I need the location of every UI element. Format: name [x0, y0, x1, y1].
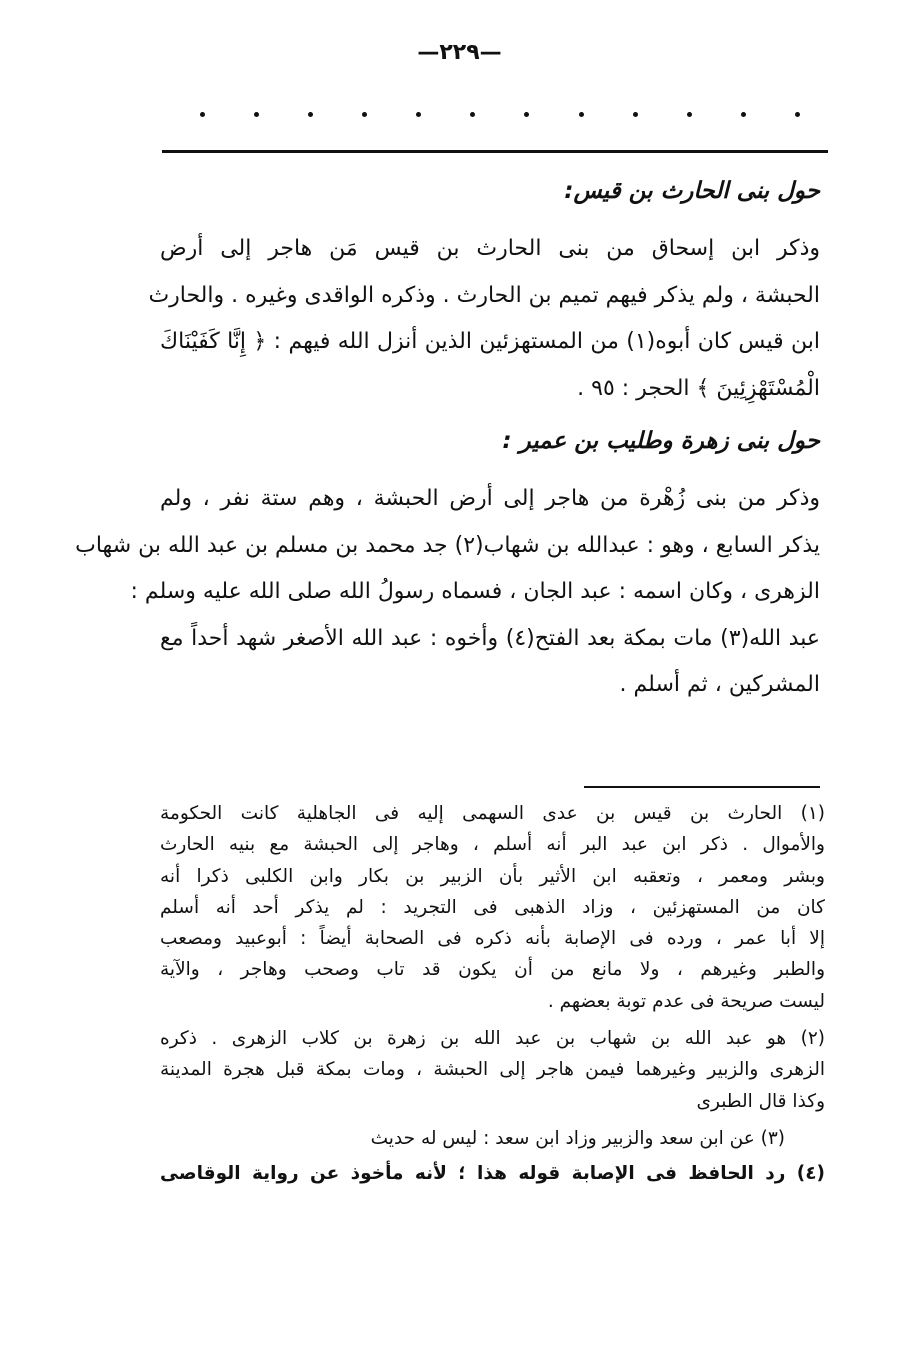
footnote-line: وكذا قال الطبرى [696, 1090, 825, 1112]
main-text [75, 172, 820, 719]
footnote-2 [160, 1023, 825, 1117]
dot [416, 112, 421, 117]
dot [470, 112, 475, 117]
paragraph [75, 476, 820, 709]
dot [524, 112, 529, 117]
dot [633, 112, 638, 117]
text-line: وذكر من بنى زُهْرة من هاجر إلى أرض الحبشة ، وهم ستة نفر ، ولم [160, 486, 820, 511]
footnotes [160, 798, 825, 1194]
dot [308, 112, 313, 117]
dot [741, 112, 746, 117]
dot [687, 112, 692, 117]
dot [200, 112, 205, 117]
footnote-line: إلا أبا عمر ، ورده فى الإصابة بأنه ذكره فى الصحابة أيضاً : أبوعبيد ومصعب [160, 928, 825, 950]
text-line: الزهرى ، وكان اسمه : عبد الجان ، فسماه رسولُ الله صلى الله عليه وسلم : [130, 579, 820, 604]
text-line: وذكر ابن إسحاق من بنى الحارث بن قيس مَن هاجر إلى أرض [160, 236, 820, 261]
footnote-rule [584, 786, 820, 788]
footnote-4 [160, 1158, 825, 1189]
footnote-line: (١) الحارث بن قيس بن عدى السهمى إليه فى الجاهلية كانت الحكومة [160, 803, 825, 824]
text-line: المشركين ، ثم أسلم . [619, 672, 820, 697]
text-line: الْمُسْتَهْزِئِينَ ﴾ الحجر : ٩٥ . [577, 375, 820, 401]
header-rule [162, 150, 828, 153]
footnote-3 [160, 1123, 825, 1154]
text-line: عبد الله(٣) مات بمكة بعد الفتح(٤) وأخوه : عبد الله الأصغر شهد أحداً مع [160, 625, 820, 651]
footnote-1 [160, 798, 825, 1017]
footnote-line: ليست صريحة فى عدم توبة بعضهم . [547, 990, 825, 1012]
footnote-line: (٢) هو عبد الله بن شهاب بن عبد الله بن زهرة بن كلاب الزهرى . ذكره [160, 1028, 825, 1050]
text-line: ابن قيس كان أبوه(١) من المستهزئين الذين أنزل الله فيهم : ﴿ إِنَّا كَفَيْنَاكَ [160, 329, 820, 354]
footnote-line: والطبر وغيرهم ، ولا مانع من أن يكون قد تاب وصحب وهاجر ، والآية [160, 959, 825, 981]
section-heading: حول بنى الحارث بن قيس: [564, 178, 820, 204]
footnote-line: كان من المستهزئين ، وزاد الذهبى فى التجريد : لم يذكر أحد أنه أسلم [160, 896, 825, 918]
dot [579, 112, 584, 117]
footnote-line: والأموال . ذكر ابن عبد البر أنه أسلم ، وهاجر إلى الحبشة مع بنيه الحارث [160, 834, 825, 856]
footnote-line: (٤) رد الحافظ فى الإصابة قوله هذا ؛ لأنه مأخوذ عن رواية الوقاصى [160, 1163, 825, 1185]
footnote-line: الزهرى والزبير وغيرهما فيمن هاجر إلى الحبشة ، ومات بمكة قبل هجرة المدينة [160, 1059, 825, 1081]
paragraph [148, 226, 820, 412]
footnote-line: وبشر ومعمر ، وتعقبه ابن الأثير بأن الزبير بن بكار وابن الكلبى ذكرا أنه [160, 865, 825, 887]
text-line: الحبشة ، ولم يذكر فيهم تميم بن الحارث . وذكره الواقدى وغيره . والحارث [148, 282, 820, 308]
page-number: —٢٢٩— [417, 40, 502, 65]
section-heading: حول بنى زهرة وطليب بن عمير : [502, 428, 820, 454]
dot [254, 112, 259, 117]
separator-dots [200, 112, 800, 117]
footnote-line: (٣) عن ابن سعد والزبير وزاد ابن سعد : ليس له حديث [370, 1127, 785, 1149]
dot [795, 112, 800, 117]
dot [362, 112, 367, 117]
text-line: يذكر السابع ، وهو : عبدالله بن شهاب(٢) جد محمد بن مسلم بن عبد الله بن شهاب [75, 532, 820, 558]
